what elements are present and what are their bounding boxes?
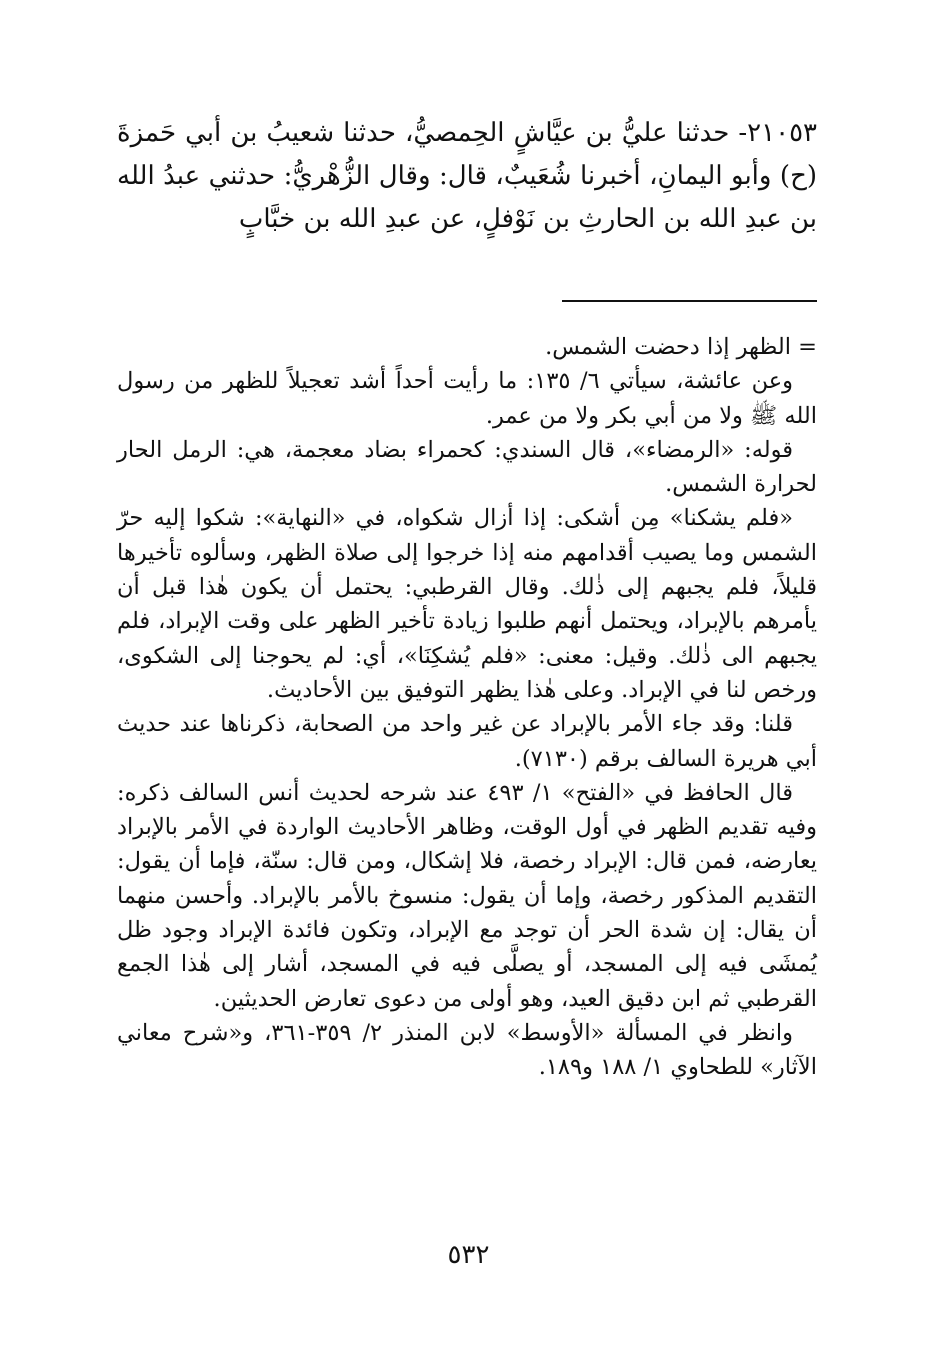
footnote-separator — [562, 300, 817, 302]
footnote-paragraph: قال الحافظ في «الفتح» ١/ ٤٩٣ عند شرحه لحديث أنس السالف ذكره: وفيه تقديم الظهر في أول الوقت، وظاهر الأحاديث الواردة في الأمر بالإبراد يعارضه، فمن قال: الإبراد رخصة، فلا إشكال، ومن قال: سنّة، فإما أن يقول: التقديم المذكور رخصة، وإما أن يقول: منسوخ بالأمر بالإبراد. وأحسن منهما أن يقال: إن شدة الحر أن توجد مع الإبراد، وتكون فائدة الإبراد وجود ظل يُمشَى فيه إلى المسجد، أو يصلَّى فيه في المسجد، أشار إلى هٰذا الجمع القرطبي ثم ابن دقيق العيد، وهو أولى من دعوى تعارض الحديثين. — [117, 779, 817, 1012]
page-number: ٥٣٢ — [447, 1240, 490, 1270]
footnote-paragraph: وانظر في المسألة «الأوسط» لابن المنذر ٢/ ٣٥٩-٣٦١، و«شرح معاني الآثار» للطحاوي ١/ ١٨٨ و١٨٩. — [117, 1019, 817, 1081]
footnote-paragraph: وعن عائشة، سيأتي ٦/ ١٣٥: ما رأيت أحداً أشد تعجيلاً للظهر من رسول الله ﷺ ولا من أبي بكر ولا من عمر. — [117, 368, 817, 429]
footnote-continuation: = الظهر إذا دحضت الشمس. — [545, 334, 817, 360]
hadith-paragraph: ٢١٠٥٣- حدثنا عليُّ بن عيَّاشٍ الحِمصيُّ، حدثنا شعيبُ بن أبي حَمزةَ (ح) وأبو اليمانِ، أخبرنا شُعَيبٌ، قال: وقال الزُّهْريُّ: حدثني عبدُ الله بن عبدِ الله بن الحارثِ بن نَوْفلٍ، عن عبدِ الله بن خبَّابٍ — [117, 118, 817, 234]
footnotes — [117, 330, 817, 1085]
footnote-paragraph: «فلم يشكنا» مِن أشكى: إذا أزال شكواه، في «النهاية»: شكوا إليه حرّ الشمس وما يصيب أقدامهم منه إذا خرجوا إلى صلاة الظهر، وسألوه تأخيرها قليلاً، فلم يجبهم إلى ذٰلك. وقال القرطبي: يحتمل أن يكون هٰذا قبل أن يأمرهم بالإبراد، ويحتمل أنهم طلبوا زيادة تأخير الظهر على وقت الإبراد، فلم يجبهم الى ذٰلك. وقيل: معنى: «فلم يُشكِنَا»، أي: لم يحوجنا إلى الشكوى، ورخص لنا في الإبراد. وعلى هٰذا يظهر التوفيق بين الأحاديث. — [117, 505, 817, 703]
footnote-paragraph: قلنا: وقد جاء الأمر بالإبراد عن غير واحد من الصحابة، ذكرناها عند حديث أبي هريرة السالف برقم (٧١٣٠). — [117, 711, 817, 772]
hadith-text — [117, 112, 817, 241]
footnote-paragraph: قوله: «الرمضاء»، قال السندي: كحمراء بضاد معجمة، هي: الرمل الحار لحرارة الشمس. — [117, 436, 817, 498]
